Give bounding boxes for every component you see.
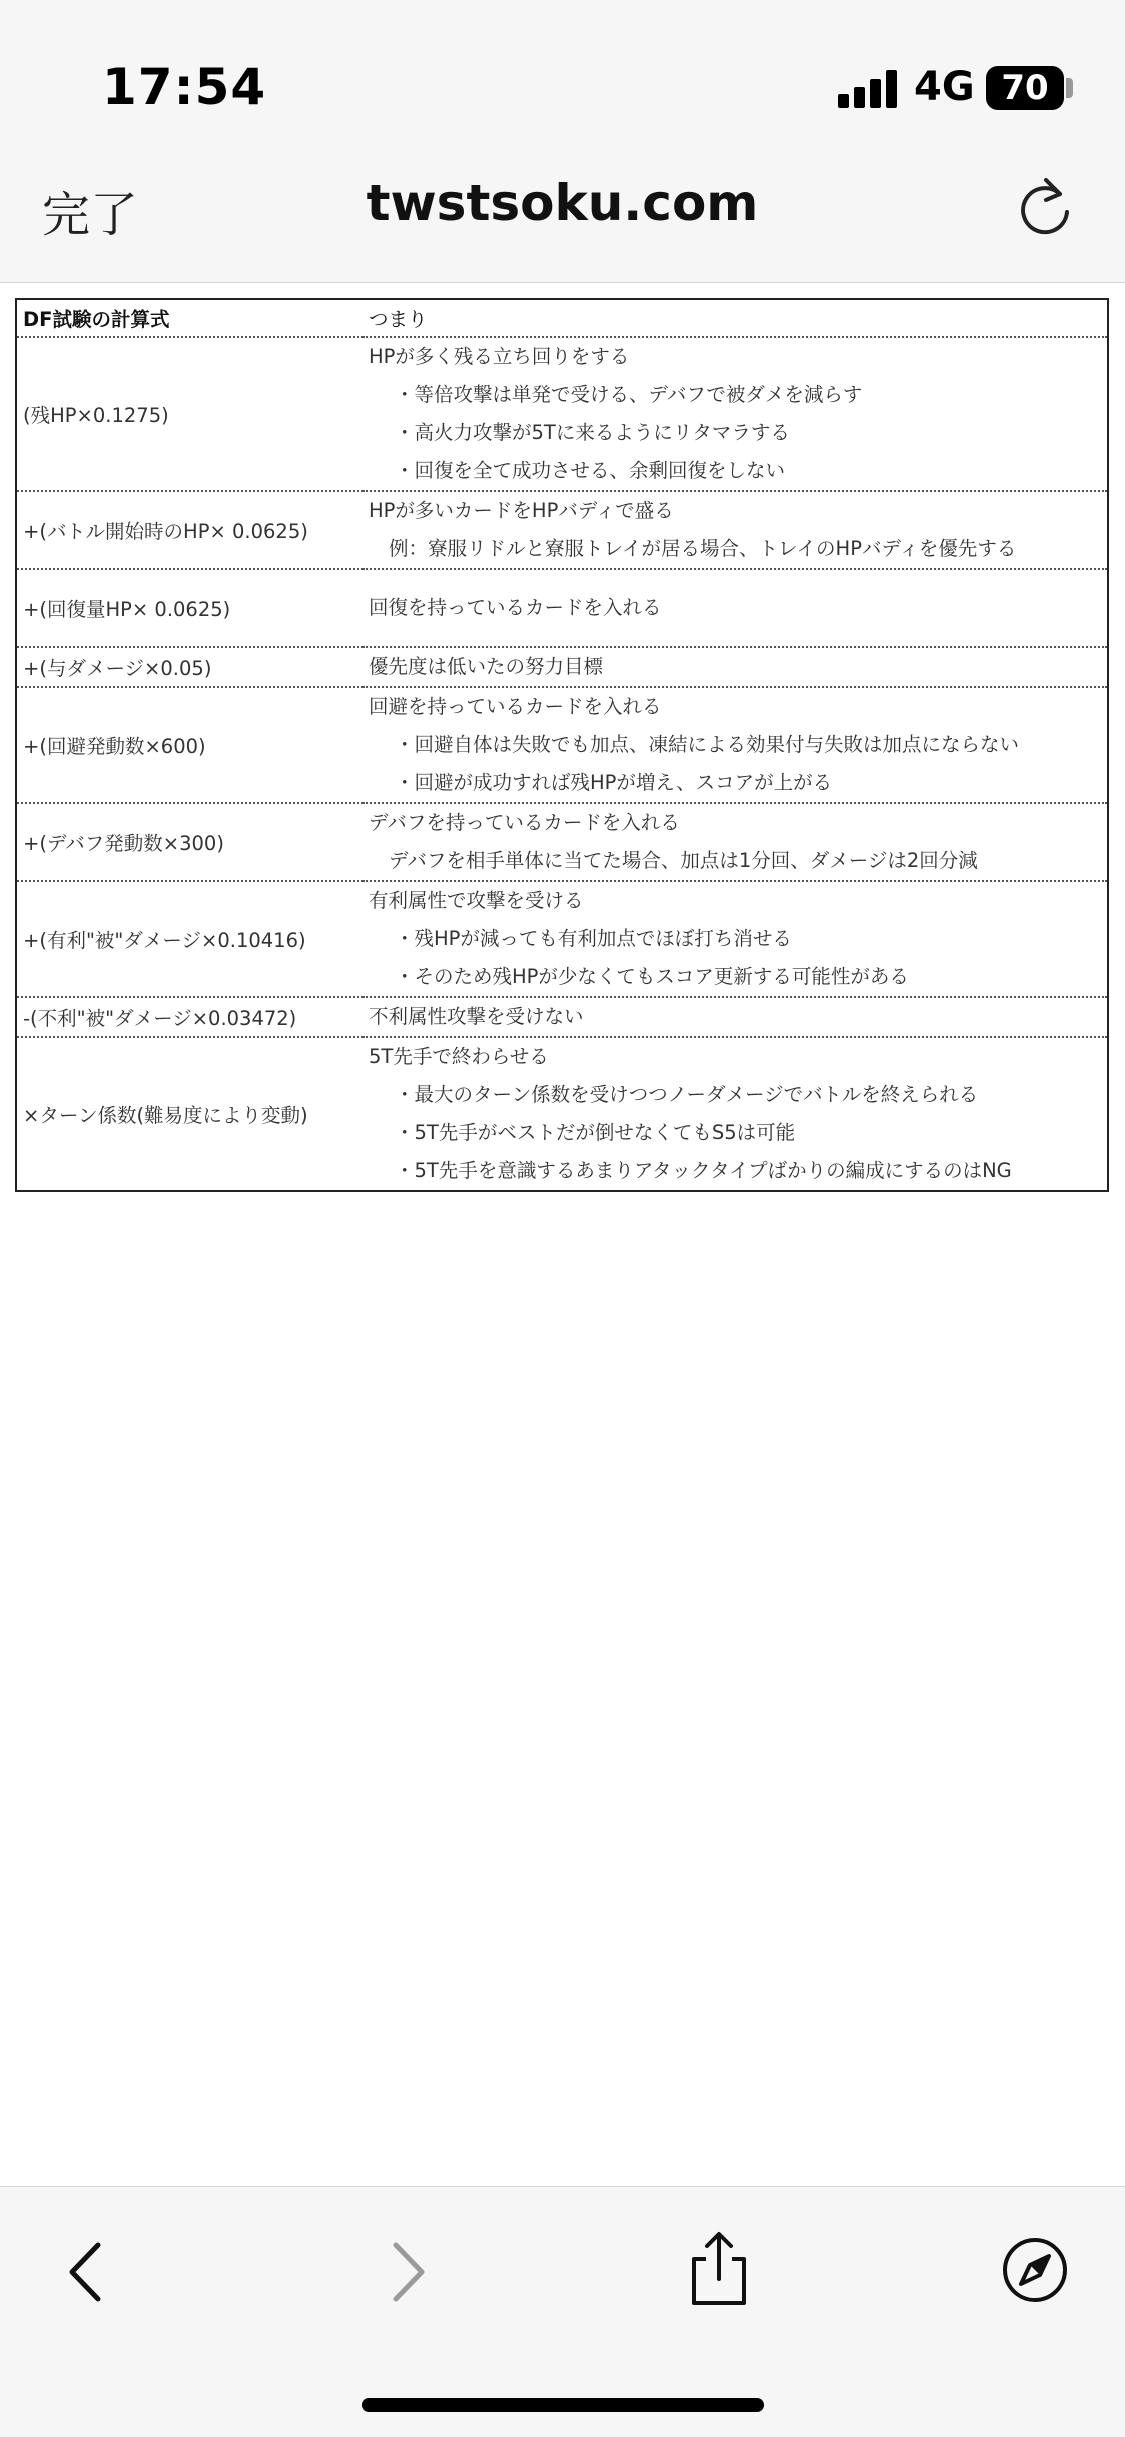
summary-line: HPが多く残る立ち回りをする <box>369 345 630 368</box>
done-button[interactable]: 完了 <box>42 187 139 243</box>
formula-cell: +(有利"被"ダメージ×0.10416) <box>23 929 306 952</box>
summary-line: 例：寮服リドルと寮服トレイが居る場合、トレイのHPバディを優先する <box>389 537 1017 560</box>
table-row <box>16 881 1108 997</box>
battery-tip <box>1066 78 1073 98</box>
table-row <box>16 647 1108 687</box>
cellular-signal-icon <box>838 70 900 108</box>
table-row <box>16 491 1108 569</box>
summary-line: ・回避自体は失敗でも加点、凍結による効果付与失敗は加点にならない <box>395 733 1020 756</box>
formula-cell: (残HP×0.1275) <box>23 404 169 427</box>
summary-cell <box>363 1037 1108 1191</box>
formula-cell: +(バトル開始時のHP× 0.0625) <box>23 520 308 543</box>
summary-line: 5T先手で終わらせる <box>369 1045 549 1068</box>
summary-line: ・5T先手がベストだが倒せなくてもS5は可能 <box>395 1121 796 1144</box>
table-row <box>16 997 1108 1037</box>
compass-icon[interactable] <box>1000 2235 1070 2305</box>
formula-cell: +(回復量HP× 0.0625) <box>23 598 231 621</box>
home-indicator[interactable] <box>362 2398 764 2412</box>
summary-cell <box>363 803 1108 881</box>
summary-line: HPが多いカードをHPバディで盛る <box>369 499 674 522</box>
summary-line: デバフを持っているカードを入れる <box>369 811 680 834</box>
summary-line: ・等倍攻撃は単発で受ける、デバフで被ダメを減らす <box>395 383 863 406</box>
formula-cell: ×ターン係数(難易度により変動) <box>23 1104 308 1127</box>
table-row <box>16 337 1108 491</box>
formula-cell: +(回避発動数×600) <box>23 735 206 758</box>
header-formula: DF試験の計算式 <box>23 308 170 331</box>
summary-line: ・高火力攻撃が5Tに来るようにリタマラする <box>395 421 790 444</box>
header-summary: つまり <box>369 308 428 331</box>
summary-line: ・回避が成功すれば残HPが増え、スコアが上がる <box>395 771 833 794</box>
summary-cell <box>363 337 1108 491</box>
summary-line: 回避を持っているカードを入れる <box>369 695 662 718</box>
summary-line: ・回復を全て成功させる、余剰回復をしない <box>395 459 786 482</box>
reload-icon[interactable] <box>1016 176 1074 236</box>
top-bar <box>0 0 1125 283</box>
table-row <box>16 1037 1108 1191</box>
back-icon[interactable] <box>62 2239 112 2305</box>
forward-icon[interactable] <box>382 2239 432 2305</box>
share-icon[interactable] <box>688 2229 750 2309</box>
summary-line: 優先度は低いたの努力目標 <box>369 655 604 678</box>
table-header-row <box>16 299 1108 337</box>
summary-line: ・残HPが減っても有利加点でほぼ打ち消せる <box>395 927 792 950</box>
table-row <box>16 687 1108 803</box>
battery-icon: 70 <box>986 66 1064 110</box>
formula-cell: +(与ダメージ×0.05) <box>23 657 212 680</box>
network-type: 4G <box>914 64 975 110</box>
summary-line: デバフを相手単体に当てた場合、加点は1分回、ダメージは2回分減 <box>389 849 978 872</box>
summary-cell <box>363 569 1108 647</box>
table-row <box>16 569 1108 647</box>
formula-cell: -(不利"被"ダメージ×0.03472) <box>23 1007 297 1030</box>
summary-cell <box>363 687 1108 803</box>
status-time: 17:54 <box>102 58 267 116</box>
summary-line: ・そのため残HPが少なくてもスコア更新する可能性がある <box>395 965 909 988</box>
summary-cell <box>363 881 1108 997</box>
summary-cell <box>363 647 1108 687</box>
summary-line: 不利属性攻撃を受けない <box>369 1005 584 1028</box>
summary-line: ・5T先手を意識するあまりアタックタイプばかりの編成にするのはNG <box>395 1159 1012 1182</box>
formula-cell: +(デバフ発動数×300) <box>23 832 224 855</box>
summary-cell <box>363 997 1108 1037</box>
summary-line: 有利属性で攻撃を受ける <box>369 889 584 912</box>
url-title[interactable]: twstsoku.com <box>366 174 759 232</box>
summary-line: ・最大のターン係数を受けつつノーダメージでバトルを終えられる <box>395 1083 979 1106</box>
article-content <box>15 298 1109 1192</box>
summary-line: 回復を持っているカードを入れる <box>369 596 662 619</box>
table-row <box>16 803 1108 881</box>
summary-cell <box>363 491 1108 569</box>
df-formula-table <box>15 298 1109 1192</box>
